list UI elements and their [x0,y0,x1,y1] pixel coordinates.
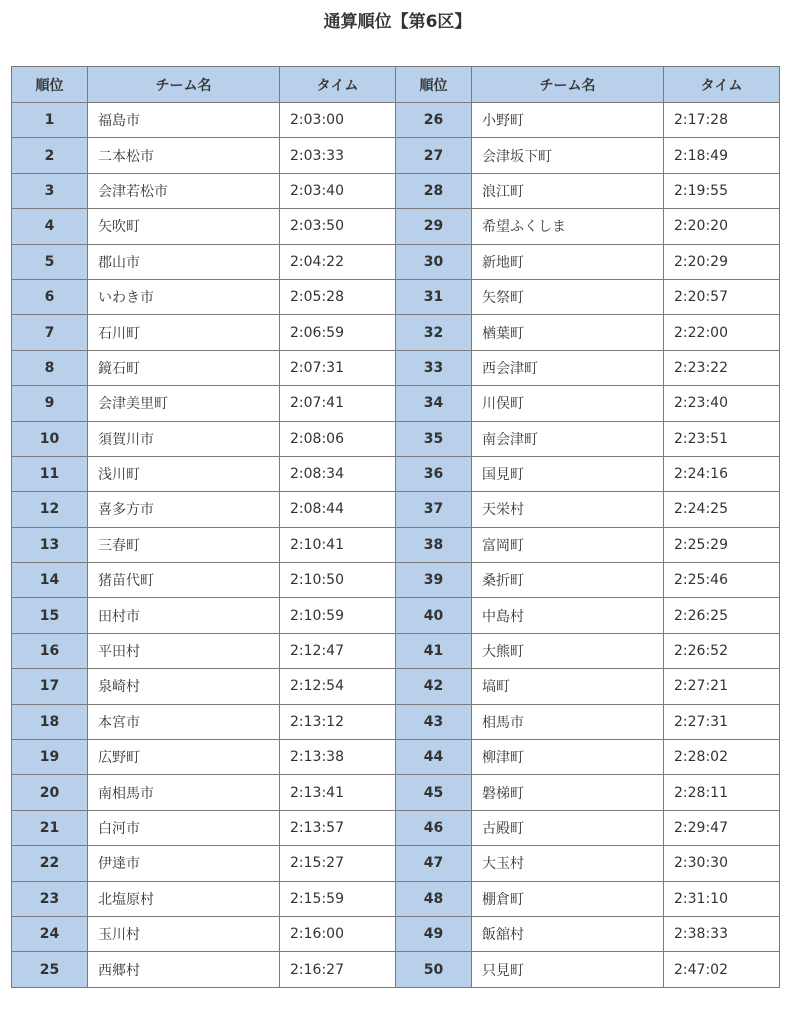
header-rank: 順位 [396,67,472,103]
rank-cell: 22 [12,846,88,881]
table-row [12,492,780,527]
time-cell: 2:28:02 [664,740,780,775]
rank-cell: 46 [396,810,472,845]
team-cell: 猪苗代町 [88,563,280,598]
rank-cell: 13 [12,527,88,562]
header-time: タイム [664,67,780,103]
rank-cell: 14 [12,563,88,598]
team-cell: 飯舘村 [472,916,664,951]
time-cell: 2:20:20 [664,209,780,244]
rank-cell: 8 [12,350,88,385]
team-cell: 北塩原村 [88,881,280,916]
time-cell: 2:30:30 [664,846,780,881]
time-cell: 2:25:46 [664,563,780,598]
rank-cell: 5 [12,244,88,279]
rank-cell: 3 [12,173,88,208]
team-cell: 浪江町 [472,173,664,208]
team-cell: 古殿町 [472,810,664,845]
rank-cell: 26 [396,103,472,138]
rank-cell: 28 [396,173,472,208]
rank-cell: 10 [12,421,88,456]
time-cell: 2:15:27 [280,846,396,881]
team-cell: 磐梯町 [472,775,664,810]
time-cell: 2:20:29 [664,244,780,279]
team-cell: 西郷村 [88,952,280,987]
team-cell: 会津若松市 [88,173,280,208]
team-cell: 大玉村 [472,846,664,881]
team-cell: 希望ふくしま [472,209,664,244]
team-cell: いわき市 [88,279,280,314]
rank-cell: 23 [12,881,88,916]
time-cell: 2:06:59 [280,315,396,350]
team-cell: 平田村 [88,633,280,668]
team-cell: 矢吹町 [88,209,280,244]
time-cell: 2:26:25 [664,598,780,633]
table-row [12,563,780,598]
rank-cell: 1 [12,103,88,138]
table-row [12,138,780,173]
table-row [12,456,780,491]
header-rank: 順位 [12,67,88,103]
table-row [12,209,780,244]
time-cell: 2:17:28 [664,103,780,138]
time-cell: 2:16:00 [280,916,396,951]
table-body [12,103,780,988]
team-cell: 楢葉町 [472,315,664,350]
rank-cell: 39 [396,563,472,598]
rank-cell: 24 [12,916,88,951]
time-cell: 2:03:50 [280,209,396,244]
table-row [12,527,780,562]
rank-cell: 50 [396,952,472,987]
time-cell: 2:19:55 [664,173,780,208]
time-cell: 2:25:29 [664,527,780,562]
time-cell: 2:29:47 [664,810,780,845]
rank-cell: 37 [396,492,472,527]
time-cell: 2:15:59 [280,881,396,916]
time-cell: 2:47:02 [664,952,780,987]
time-cell: 2:04:22 [280,244,396,279]
rank-cell: 42 [396,669,472,704]
team-cell: 桑折町 [472,563,664,598]
team-cell: 伊達市 [88,846,280,881]
team-cell: 浅川町 [88,456,280,491]
time-cell: 2:22:00 [664,315,780,350]
team-cell: 棚倉町 [472,881,664,916]
header-time: タイム [280,67,396,103]
table-header-row [12,67,780,103]
time-cell: 2:05:28 [280,279,396,314]
time-cell: 2:03:33 [280,138,396,173]
team-cell: 本宮市 [88,704,280,739]
team-cell: 須賀川市 [88,421,280,456]
team-cell: 鏡石町 [88,350,280,385]
time-cell: 2:13:38 [280,740,396,775]
team-cell: 泉崎村 [88,669,280,704]
time-cell: 2:07:31 [280,350,396,385]
team-cell: 大熊町 [472,633,664,668]
table-row [12,279,780,314]
time-cell: 2:08:34 [280,456,396,491]
rank-cell: 18 [12,704,88,739]
team-cell: 只見町 [472,952,664,987]
rank-cell: 43 [396,704,472,739]
time-cell: 2:24:25 [664,492,780,527]
team-cell: 相馬市 [472,704,664,739]
time-cell: 2:27:31 [664,704,780,739]
time-cell: 2:26:52 [664,633,780,668]
time-cell: 2:12:54 [280,669,396,704]
table-row [12,386,780,421]
team-cell: 三春町 [88,527,280,562]
rank-cell: 36 [396,456,472,491]
time-cell: 2:07:41 [280,386,396,421]
header-team: チーム名 [472,67,664,103]
time-cell: 2:13:41 [280,775,396,810]
rank-cell: 31 [396,279,472,314]
standings-table [11,66,780,988]
time-cell: 2:23:40 [664,386,780,421]
rank-cell: 29 [396,209,472,244]
team-cell: 小野町 [472,103,664,138]
team-cell: 会津美里町 [88,386,280,421]
rank-cell: 17 [12,669,88,704]
rank-cell: 27 [396,138,472,173]
time-cell: 2:18:49 [664,138,780,173]
team-cell: 南会津町 [472,421,664,456]
rank-cell: 48 [396,881,472,916]
rank-cell: 15 [12,598,88,633]
table-row [12,173,780,208]
time-cell: 2:13:12 [280,704,396,739]
team-cell: 郡山市 [88,244,280,279]
rank-cell: 47 [396,846,472,881]
rank-cell: 21 [12,810,88,845]
rank-cell: 9 [12,386,88,421]
header-team: チーム名 [88,67,280,103]
rank-cell: 25 [12,952,88,987]
team-cell: 石川町 [88,315,280,350]
table-row [12,846,780,881]
table-row [12,244,780,279]
team-cell: 柳津町 [472,740,664,775]
time-cell: 2:23:22 [664,350,780,385]
table-row [12,103,780,138]
rank-cell: 45 [396,775,472,810]
team-cell: 西会津町 [472,350,664,385]
table-row [12,315,780,350]
team-cell: 川俣町 [472,386,664,421]
table-row [12,916,780,951]
rank-cell: 30 [396,244,472,279]
team-cell: 矢祭町 [472,279,664,314]
table-row [12,740,780,775]
rank-cell: 6 [12,279,88,314]
page-title: 通算順位【第6区】 [323,12,472,32]
time-cell: 2:10:59 [280,598,396,633]
table-row [12,421,780,456]
rank-cell: 33 [396,350,472,385]
table-row [12,952,780,987]
table-row [12,350,780,385]
team-cell: 広野町 [88,740,280,775]
time-cell: 2:03:00 [280,103,396,138]
team-cell: 会津坂下町 [472,138,664,173]
team-cell: 中島村 [472,598,664,633]
rank-cell: 7 [12,315,88,350]
time-cell: 2:16:27 [280,952,396,987]
time-cell: 2:23:51 [664,421,780,456]
time-cell: 2:08:44 [280,492,396,527]
table-row [12,633,780,668]
rank-cell: 11 [12,456,88,491]
rank-cell: 34 [396,386,472,421]
rank-cell: 41 [396,633,472,668]
rank-cell: 12 [12,492,88,527]
time-cell: 2:20:57 [664,279,780,314]
rank-cell: 16 [12,633,88,668]
table-row [12,881,780,916]
time-cell: 2:03:40 [280,173,396,208]
time-cell: 2:31:10 [664,881,780,916]
rank-cell: 35 [396,421,472,456]
rank-cell: 4 [12,209,88,244]
team-cell: 玉川村 [88,916,280,951]
time-cell: 2:24:16 [664,456,780,491]
rank-cell: 49 [396,916,472,951]
team-cell: 福島市 [88,103,280,138]
team-cell: 田村市 [88,598,280,633]
rank-cell: 2 [12,138,88,173]
team-cell: 新地町 [472,244,664,279]
rank-cell: 44 [396,740,472,775]
rank-cell: 38 [396,527,472,562]
table-row [12,598,780,633]
table-row [12,669,780,704]
rank-cell: 20 [12,775,88,810]
team-cell: 富岡町 [472,527,664,562]
team-cell: 喜多方市 [88,492,280,527]
time-cell: 2:13:57 [280,810,396,845]
team-cell: 二本松市 [88,138,280,173]
team-cell: 国見町 [472,456,664,491]
time-cell: 2:10:50 [280,563,396,598]
time-cell: 2:38:33 [664,916,780,951]
rank-cell: 19 [12,740,88,775]
time-cell: 2:12:47 [280,633,396,668]
team-cell: 白河市 [88,810,280,845]
table-row [12,704,780,739]
team-cell: 天栄村 [472,492,664,527]
rank-cell: 40 [396,598,472,633]
time-cell: 2:10:41 [280,527,396,562]
time-cell: 2:08:06 [280,421,396,456]
time-cell: 2:27:21 [664,669,780,704]
time-cell: 2:28:11 [664,775,780,810]
team-cell: 南相馬市 [88,775,280,810]
team-cell: 塙町 [472,669,664,704]
table-row [12,775,780,810]
rank-cell: 32 [396,315,472,350]
table-row [12,810,780,845]
